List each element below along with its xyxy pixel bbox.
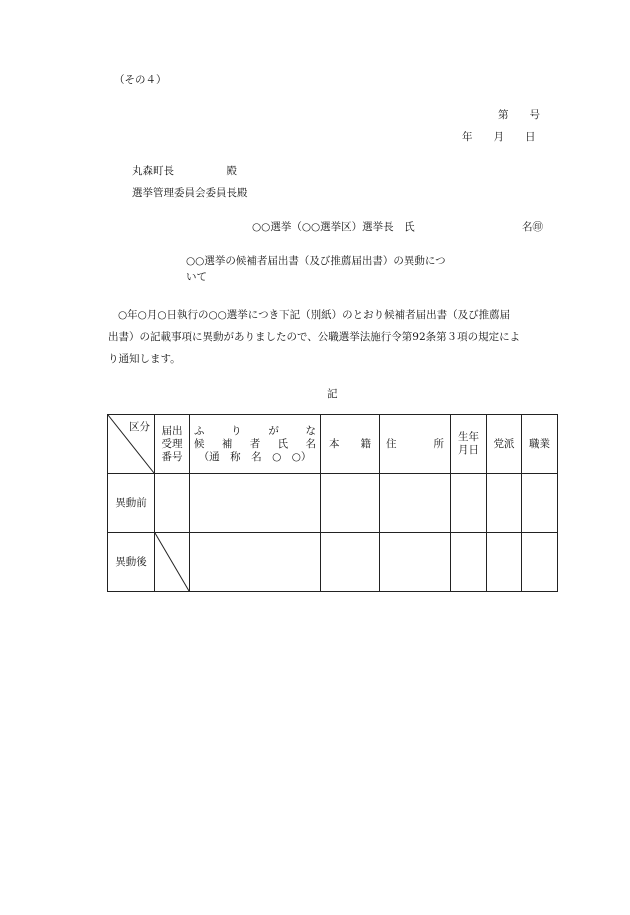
change-notice-table: [107, 414, 558, 592]
todokede-label: 届出: [161, 424, 183, 437]
cell-honseki[interactable]: [321, 533, 380, 592]
candidate-name-header: [190, 415, 321, 474]
honseki-label: 本 籍: [329, 437, 371, 450]
cell-birthdate[interactable]: [451, 533, 487, 592]
row-label-before: 異動前: [108, 474, 155, 533]
birthdate-label-1: 生年: [458, 431, 479, 443]
table-row: [108, 474, 558, 533]
cell-party[interactable]: [487, 533, 522, 592]
candidate-name-label: 候 補 者 氏 名: [194, 437, 316, 450]
occupation-header: [522, 415, 558, 474]
addressee-committee: 選挙管理委員会委員長殿: [132, 187, 248, 199]
addressee-mayor: 丸森町長 殿: [132, 165, 237, 177]
table-row: [108, 533, 558, 592]
subject-line-1: ○○選挙の候補者届出書（及び推薦届出書）の異動につ: [186, 255, 446, 267]
juri-label: 受理: [161, 437, 183, 450]
form-number: （その４）: [114, 74, 167, 86]
cell-receipt-number-struck: [155, 533, 190, 592]
cell-birthdate[interactable]: [451, 474, 487, 533]
honseki-header: [321, 415, 380, 474]
occupation-label: 職業: [529, 437, 550, 450]
sender-seal: 名㊞: [522, 221, 543, 233]
kubun-header: [108, 415, 155, 474]
birthdate-header: [451, 415, 487, 474]
row-label-after: 異動後: [108, 533, 155, 592]
document-date: 年 月 日: [462, 131, 536, 143]
body-line-3: り通知します。: [108, 353, 181, 365]
cell-party[interactable]: [487, 474, 522, 533]
cell-receipt-number[interactable]: [155, 474, 190, 533]
table-header-row: [108, 415, 558, 474]
address-label: 住 所: [386, 437, 444, 450]
cell-address[interactable]: [380, 474, 451, 533]
subject-line-2: いて: [186, 271, 207, 283]
furigana-label: ふ り が な: [194, 424, 316, 437]
cell-address[interactable]: [380, 533, 451, 592]
cell-candidate-name[interactable]: [190, 474, 321, 533]
todokede-header: [155, 415, 190, 474]
diagonal-line-icon: [155, 533, 189, 591]
document-number: 第 号: [498, 109, 540, 121]
cell-honseki[interactable]: [321, 474, 380, 533]
party-label: 党派: [493, 437, 515, 450]
body-line-2: 出書）の記載事項に異動がありましたので、公職選挙法施行令第92条第３項の規定によ: [108, 331, 521, 343]
cell-occupation[interactable]: [522, 533, 558, 592]
bangou-label: 番号: [161, 450, 183, 463]
kubun-label: 区分: [129, 421, 150, 433]
cell-candidate-name[interactable]: [190, 533, 321, 592]
ki-heading: 記: [327, 388, 338, 400]
address-header: [380, 415, 451, 474]
body-line-1: ○年○月○日執行の○○選挙につき下記（別紙）のとおり候補者届出書（及び推薦届: [118, 309, 511, 321]
party-header: [487, 415, 522, 474]
sender-election-chief: ○○選挙（○○選挙区）選挙長 氏: [252, 221, 415, 233]
cell-occupation[interactable]: [522, 474, 558, 533]
alias-label: （通 称 名 ○ ○）: [198, 450, 312, 463]
birthdate-label-2: 月日: [458, 444, 479, 456]
